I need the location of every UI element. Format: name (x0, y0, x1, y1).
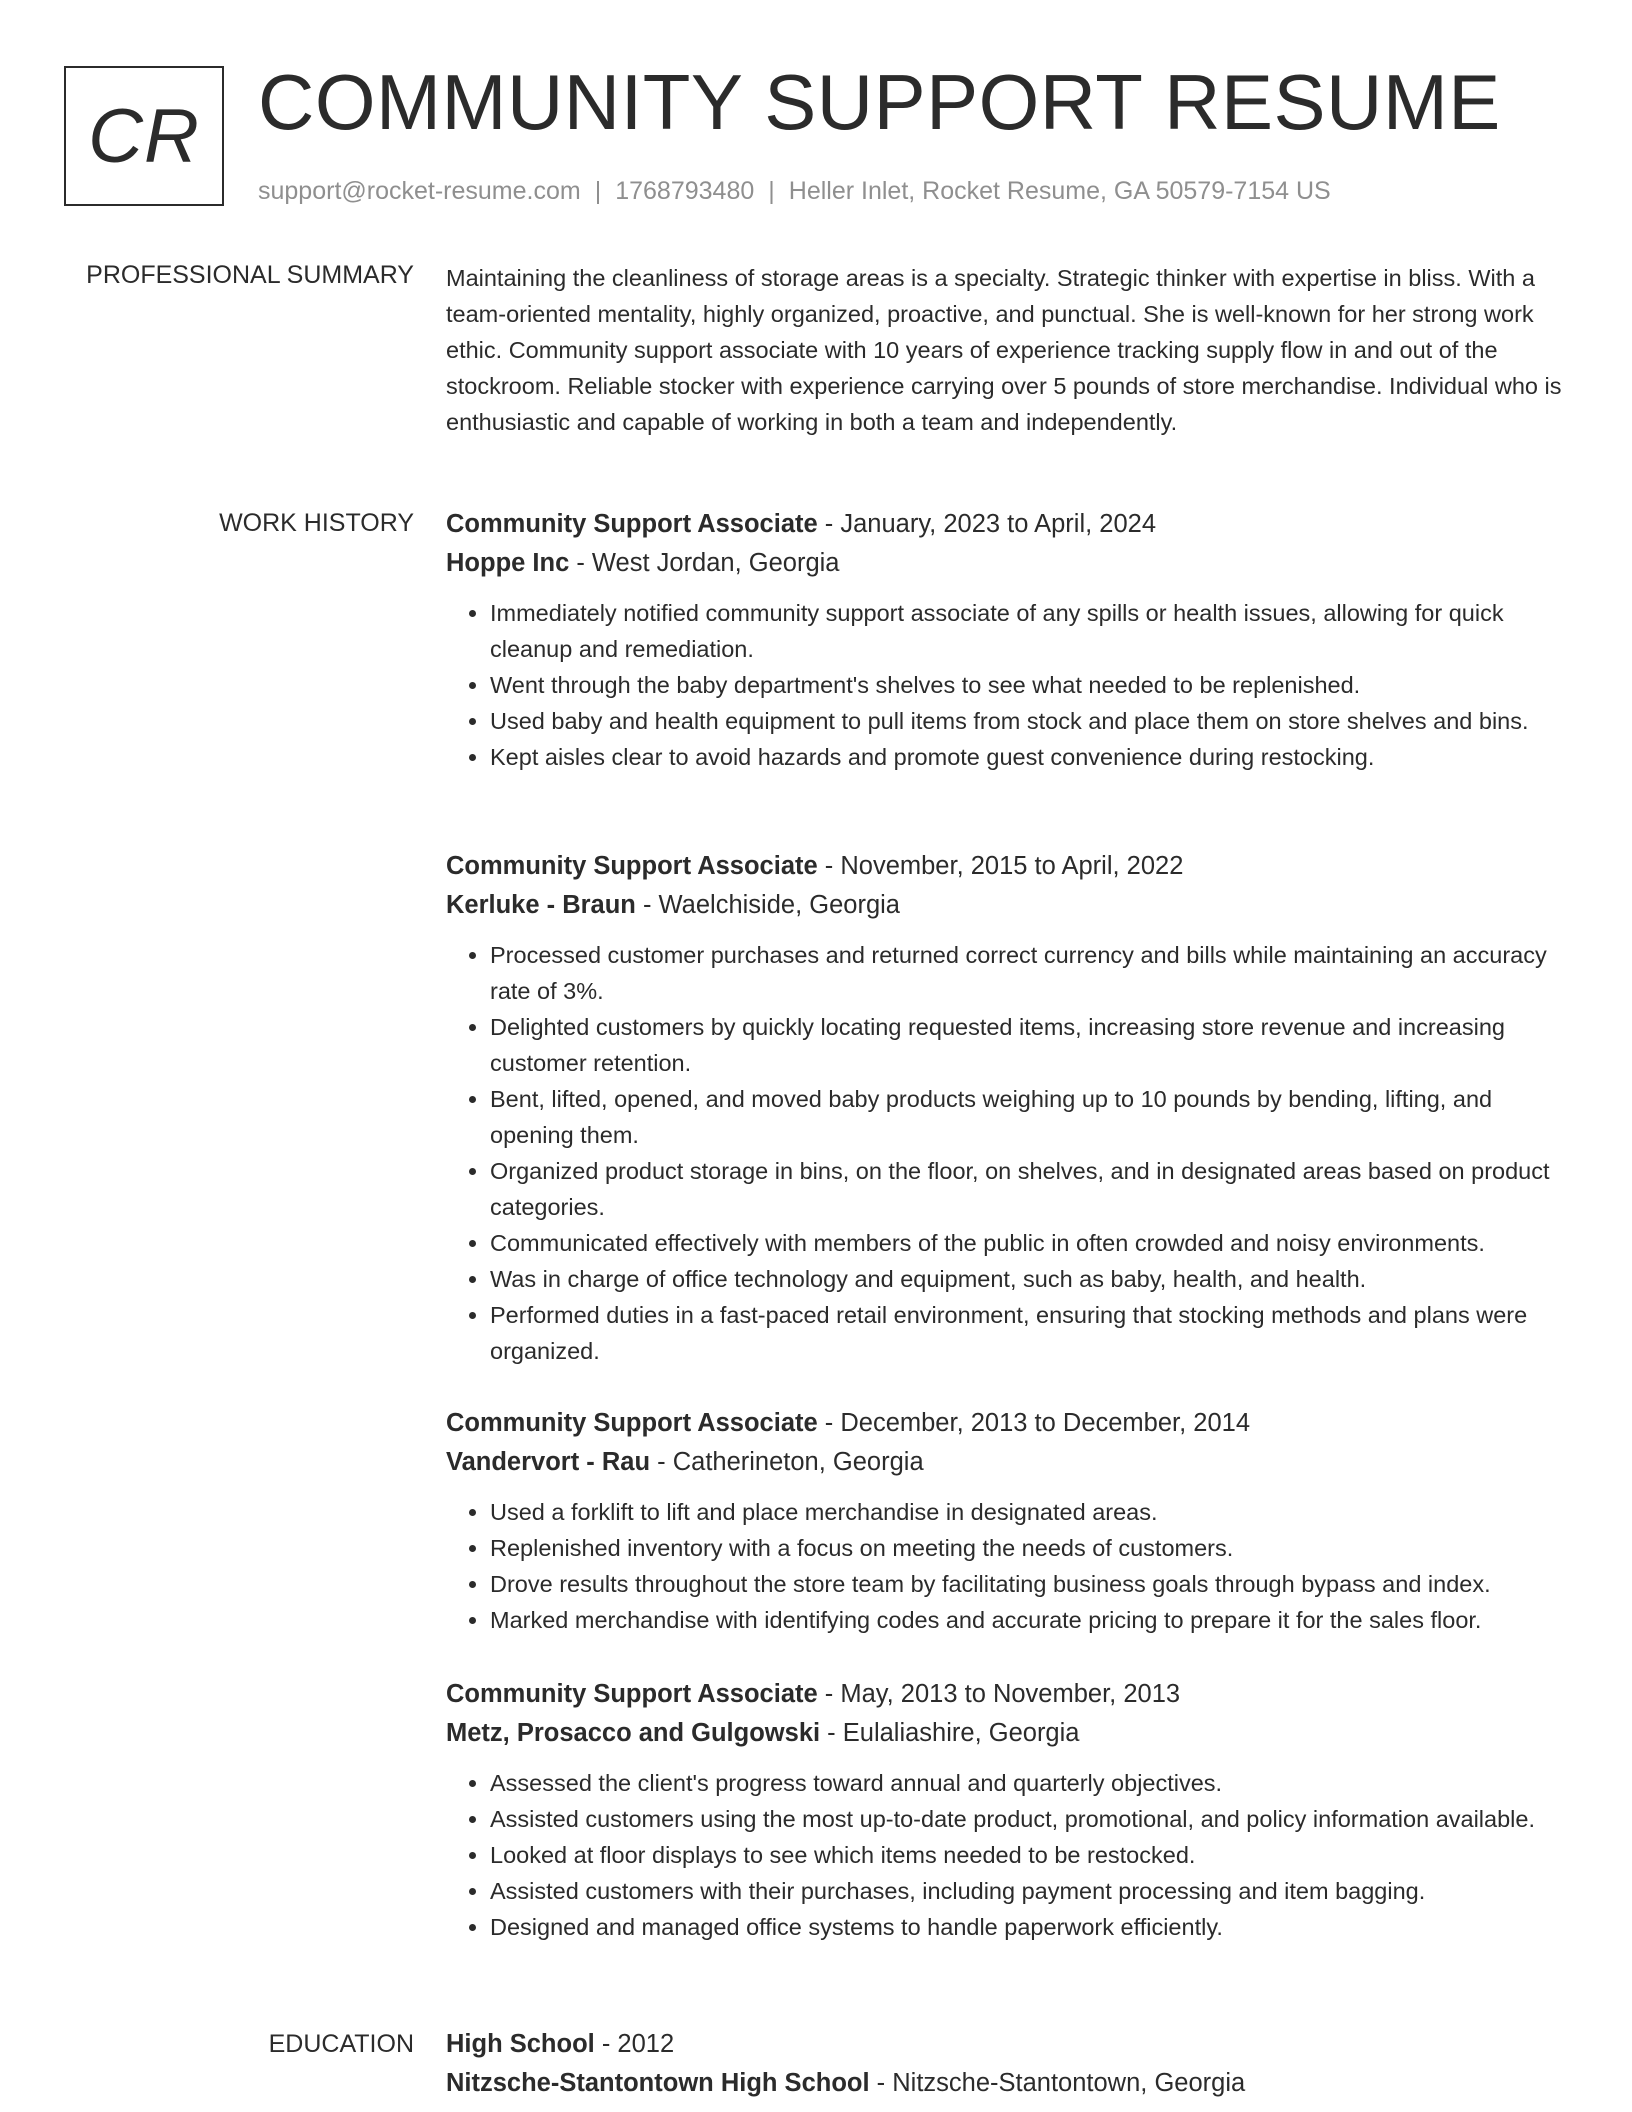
summary-section (446, 260, 1566, 440)
page-title: COMMUNITY SUPPORT RESUME (258, 58, 1501, 146)
job-dates: - May, 2013 to November, 2013 (817, 1680, 1181, 1708)
job-bullet: • Drove results throughout the store team by facilitating business goals through bypass and index. (490, 1566, 1566, 1602)
monogram-logo (64, 66, 224, 206)
job-bullet: • Used baby and health equipment to pull items from stock and place them on store shelves and bins. (490, 703, 1566, 739)
job-location: - West Jordan, Georgia (569, 549, 840, 577)
education-entry (446, 2025, 1566, 2103)
job-bullet: • Assisted customers with their purchases, including payment processing and item bagging. (490, 1873, 1566, 1909)
job-entry (446, 1404, 1566, 1638)
job-bullet: • Replenished inventory with a focus on meeting the needs of customers. (490, 1530, 1566, 1566)
job-company: Vandervort - Rau (446, 1448, 651, 1476)
job-company-line (446, 544, 1566, 583)
job-bullet: • Assisted customers using the most up-to-date product, promotional, and policy information available. (490, 1801, 1566, 1837)
job-bullets (446, 1765, 1566, 1945)
education-degree: High School (446, 2030, 595, 2058)
education-location: - Nitzsche-Stantontown, Georgia (869, 2069, 1246, 2097)
job-company-line (446, 1443, 1566, 1482)
job-entry (446, 505, 1566, 775)
education-year: - 2012 (594, 2030, 675, 2058)
job-title: Community Support Associate (446, 1409, 818, 1437)
job-location: - Catherineton, Georgia (650, 1448, 924, 1476)
job-bullet: • Bent, lifted, opened, and moved baby products weighing up to 10 pounds by bending, lifting, and opening them. (490, 1081, 1566, 1153)
job-bullet: • Marked merchandise with identifying codes and accurate pricing to prepare it for the sales floor. (490, 1602, 1566, 1638)
job-entry (446, 847, 1566, 1369)
job-bullet: • Organized product storage in bins, on the floor, on shelves, and in designated areas based on product categories. (490, 1153, 1566, 1225)
education-school-line (446, 2064, 1566, 2103)
job-title: Community Support Associate (446, 510, 818, 538)
contact-line (258, 176, 1331, 206)
job-bullet: • Designed and managed office systems to handle paperwork efficiently. (490, 1909, 1566, 1945)
job-company: Kerluke - Braun (446, 891, 636, 919)
job-entry (446, 1675, 1566, 1945)
contact-address: Heller Inlet, Rocket Resume, GA 50579-7154 US (788, 177, 1331, 205)
job-company: Metz, Prosacco and Gulgowski (446, 1719, 821, 1747)
job-bullet: • Processed customer purchases and returned correct currency and bills while maintaining an accuracy rate of 3%. (490, 937, 1566, 1009)
job-bullets (446, 595, 1566, 775)
job-title: Community Support Associate (446, 1680, 818, 1708)
job-company-line (446, 1714, 1566, 1753)
education-school: Nitzsche-Stantontown High School (446, 2069, 870, 2097)
job-title-line (446, 1675, 1566, 1714)
contact-phone: 1768793480 (615, 177, 755, 205)
job-title-line (446, 505, 1566, 544)
job-bullet: • Was in charge of office technology and equipment, such as baby, health, and health. (490, 1261, 1566, 1297)
job-bullet: • Kept aisles clear to avoid hazards and promote guest convenience during restocking. (490, 739, 1566, 775)
job-title: Community Support Associate (446, 852, 818, 880)
job-dates: - December, 2013 to December, 2014 (817, 1409, 1251, 1437)
contact-separator: | (594, 177, 602, 205)
job-company: Hoppe Inc (446, 549, 570, 577)
job-bullet: • Looked at floor displays to see which items needed to be restocked. (490, 1837, 1566, 1873)
job-bullets (446, 1494, 1566, 1638)
job-company-line (446, 886, 1566, 925)
job-bullet: • Communicated effectively with members of the public in often crowded and noisy environments. (490, 1225, 1566, 1261)
contact-separator: | (768, 177, 775, 205)
job-bullet: • Performed duties in a fast-paced retail environment, ensuring that stocking methods and plans were organized. (490, 1297, 1566, 1369)
section-label-summary: PROFESSIONAL SUMMARY (86, 261, 414, 289)
job-bullets (446, 937, 1566, 1369)
job-bullet: • Went through the baby department's shelves to see what needed to be replenished. (490, 667, 1566, 703)
job-bullet: • Delighted customers by quickly locating requested items, increasing store revenue and increasing customer retention. (490, 1009, 1566, 1081)
job-dates: - January, 2023 to April, 2024 (817, 510, 1157, 538)
section-label-work-history: WORK HISTORY (219, 509, 414, 537)
section-label-education: EDUCATION (268, 2030, 414, 2058)
job-bullet: • Used a forklift to lift and place merchandise in designated areas. (490, 1494, 1566, 1530)
contact-email: support@rocket-resume.com (258, 177, 581, 205)
job-location: - Eulaliashire, Georgia (820, 1719, 1080, 1747)
job-title-line (446, 1404, 1566, 1443)
job-location: - Waelchiside, Georgia (635, 891, 900, 919)
summary-text: Maintaining the cleanliness of storage areas is a specialty. Strategic thinker with expertise in bliss. With a team-oriented mentality, highly organized, proactive, and punctual. She is well-known for her strong work ethic. Community support associate with 10 years of experience tracking supply flow in and out of the stockroom. Reliable stocker with experience carrying over 5 pounds of store merchandise. Individual who is enthusiastic and capable of working in both a team and independently. (446, 265, 1562, 435)
education-degree-line (446, 2025, 1566, 2064)
job-bullet: • Assessed the client's progress toward annual and quarterly objectives. (490, 1765, 1566, 1801)
job-bullet: • Immediately notified community support associate of any spills or health issues, allowing for quick cleanup and remediation. (490, 595, 1566, 667)
monogram-initials: CR (88, 93, 200, 179)
job-dates: - November, 2015 to April, 2022 (817, 852, 1184, 880)
job-title-line (446, 847, 1566, 886)
